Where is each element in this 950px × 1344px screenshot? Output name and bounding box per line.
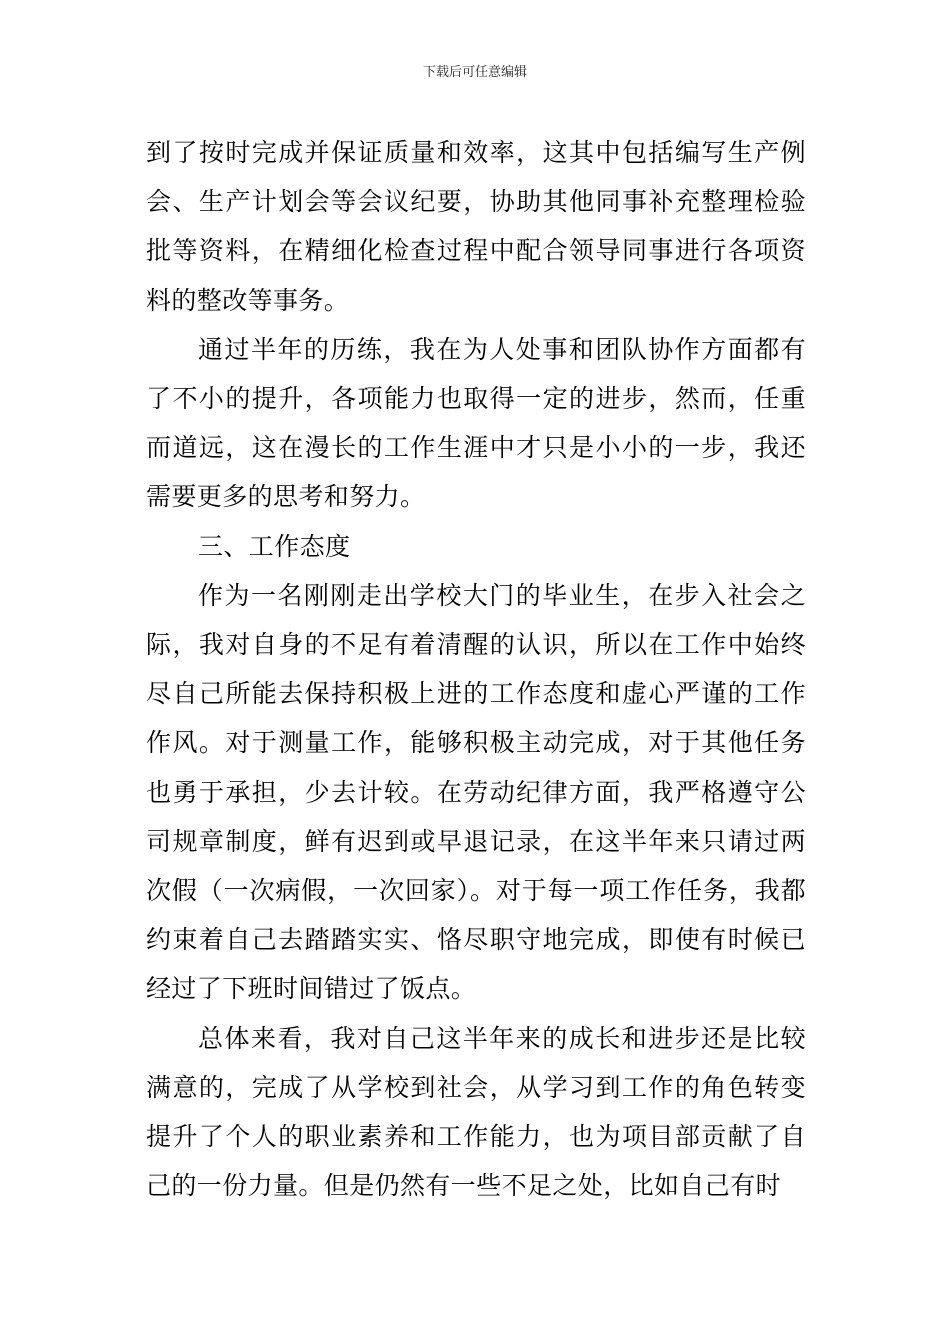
document-body bbox=[146, 128, 806, 1210]
section-heading-work-attitude: 三、工作态度 bbox=[198, 531, 351, 561]
paragraph-progress: 通过半年的历练，我在为人处事和团队协作方面都有了不小的提升，各项能力也取得一定的进步，然而，任重而道远，这在漫长的工作生涯中才只是小小的一步，我还需要更多的思考和努力。 bbox=[146, 334, 806, 512]
paragraph-work-attitude: 作为一名刚刚走出学校大门的毕业生，在步入社会之际，我对自身的不足有着清醒的认识，所以在工作中始终尽自己所能去保持积极上进的工作态度和虚心严谨的工作作风。对于测量工作，能够积极主动完成，对于其他任务也勇于承担，少去计较。在劳动纪律方面，我严格遵守公司规章制度，鲜有迟到或早退记录，在这半年来只请过两次假（一次病假，一次回家）。对于每一项工作任务，我都约束着自己去踏踏实实、恪尽职守地完成，即使有时候已经过了下班时间错过了饭点。 bbox=[146, 580, 806, 1004]
page-header: 下载后可任意编辑 bbox=[422, 65, 527, 80]
paragraph-continuation: 到了按时完成并保证质量和效率，这其中包括编写生产例会、生产计划会等会议纪要，协助其他同事补充整理检验批等资料，在精细化检查过程中配合领导同事进行各项资料的整改等事务。 bbox=[146, 138, 806, 315]
paragraph-summary: 总体来看，我对自己这半年来的成长和进步还是比较满意的，完成了从学校到社会，从学习到工作的角色转变提升了个人的职业素养和工作能力，也为项目部贡献了自己的一份力量。但是仍然有一些不足之处，比如自己有时 bbox=[146, 1023, 806, 1201]
